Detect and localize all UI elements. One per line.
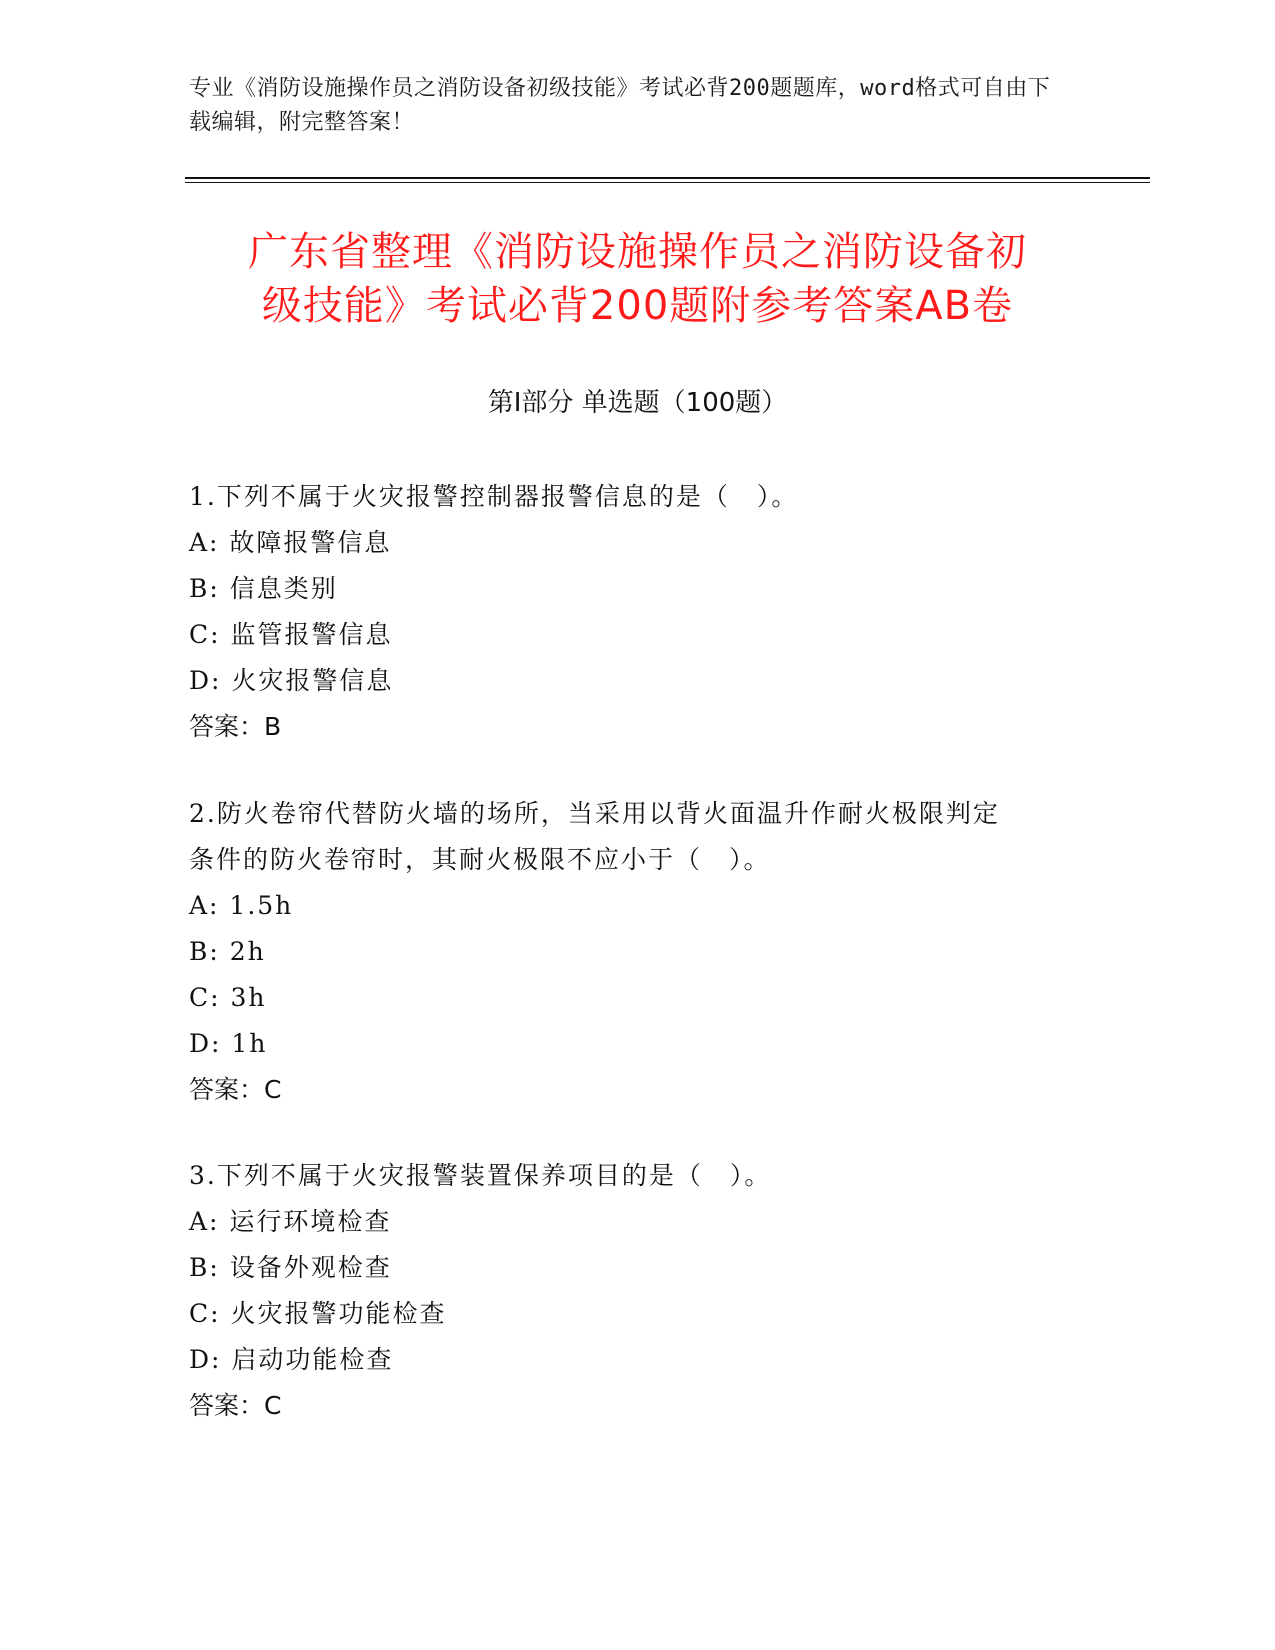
question-option-b: B: 设备外观检查 xyxy=(189,1253,392,1282)
header-note: 专业《消防设施操作员之消防设备初级技能》考试必背200题题库，word格式可自由下载编辑，附完整答案！ xyxy=(189,76,1051,135)
question-option-c: C: 3h xyxy=(189,983,267,1012)
question-option-b: B: 信息类别 xyxy=(189,574,338,603)
question-option-c: C: 监管报警信息 xyxy=(189,620,393,649)
question-3 xyxy=(189,1153,1069,1429)
header-divider-thick xyxy=(185,177,1150,179)
question-option-d: D: 启动功能检查 xyxy=(189,1345,394,1374)
question-option-a: A: 运行环境检查 xyxy=(189,1207,392,1236)
question-option-b: B: 2h xyxy=(189,937,266,966)
question-option-d: D: 火灾报警信息 xyxy=(189,666,394,695)
section-heading: 第Ⅰ部分 单选题（100题） xyxy=(487,388,788,418)
question-stem-line-2: 条件的防火卷帘时，其耐火极限不应小于（ ）。 xyxy=(189,845,771,874)
document-title xyxy=(160,225,1115,333)
question-1 xyxy=(189,474,1069,750)
question-option-a: A: 1.5h xyxy=(189,891,294,920)
header-divider-thin xyxy=(185,182,1150,183)
question-stem: 3.下列不属于火灾报警装置保养项目的是（ ）。 xyxy=(189,1161,772,1190)
question-stem-line-1: 2.防火卷帘代替防火墙的场所，当采用以背火面温升作耐火极限判定 xyxy=(189,799,1000,828)
document-title-line-1: 广东省整理《消防设施操作员之消防设备初 xyxy=(248,229,1027,275)
question-option-c: C: 火灾报警功能检查 xyxy=(189,1299,447,1328)
question-2 xyxy=(189,791,1069,1113)
question-answer: 答案：C xyxy=(189,1075,282,1104)
question-option-d: D: 1h xyxy=(189,1029,268,1058)
question-answer: 答案：C xyxy=(189,1391,282,1420)
question-stem: 1.下列不属于火灾报警控制器报警信息的是（ ）。 xyxy=(189,482,799,511)
question-option-a: A: 故障报警信息 xyxy=(189,528,392,557)
question-answer: 答案：B xyxy=(189,712,282,741)
document-title-line-2: 级技能》考试必背200题附参考答案AB卷 xyxy=(261,283,1014,329)
